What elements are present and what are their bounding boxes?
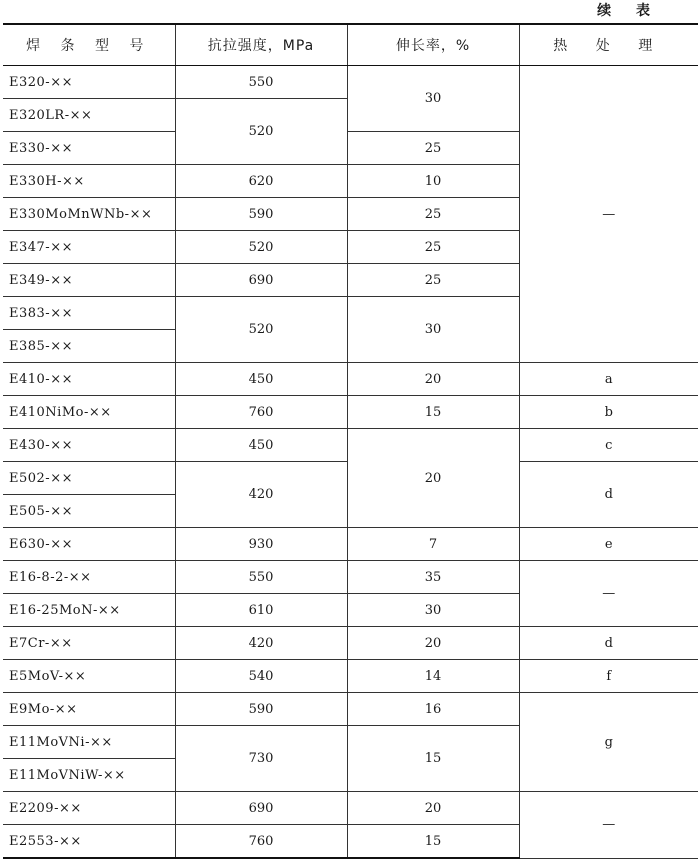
elongation-cell: 25 — [347, 132, 519, 165]
heat-treatment-cell: b — [519, 396, 698, 429]
tensile-cell: 760 — [175, 825, 347, 859]
model-cell: E410NiMo-×× — [3, 396, 175, 429]
model-cell: E330H-×× — [3, 165, 175, 198]
tensile-cell: 590 — [175, 693, 347, 726]
tensile-cell: 450 — [175, 429, 347, 462]
heat-treatment-cell: a — [519, 363, 698, 396]
model-cell: E347-×× — [3, 231, 175, 264]
table-row — [3, 429, 698, 462]
heat-treatment-cell: d — [519, 462, 698, 528]
header-tensile-strength: 抗拉强度，MPa — [175, 24, 347, 66]
model-cell: E385-×× — [3, 330, 175, 363]
model-cell: E5MoV-×× — [3, 660, 175, 693]
table-row — [3, 66, 698, 99]
header-elongation: 伸长率，% — [347, 24, 519, 66]
tensile-cell: 590 — [175, 198, 347, 231]
heat-treatment-cell: d — [519, 627, 698, 660]
elongation-cell: 10 — [347, 165, 519, 198]
elongation-cell: 25 — [347, 198, 519, 231]
elongation-cell: 15 — [347, 825, 519, 859]
model-cell: E320LR-×× — [3, 99, 175, 132]
table-row — [3, 627, 698, 660]
model-cell: E2209-×× — [3, 792, 175, 825]
tensile-cell: 610 — [175, 594, 347, 627]
model-cell: E502-×× — [3, 462, 175, 495]
tensile-cell: 420 — [175, 462, 347, 528]
heat-treatment-cell: — — [519, 66, 698, 363]
heat-treatment-cell: f — [519, 660, 698, 693]
model-cell: E16-8-2-×× — [3, 561, 175, 594]
table-row — [3, 660, 698, 693]
tensile-cell: 620 — [175, 165, 347, 198]
heat-treatment-cell: g — [519, 693, 698, 792]
tensile-cell: 760 — [175, 396, 347, 429]
heat-treatment-cell: — — [519, 561, 698, 627]
elongation-cell: 30 — [347, 66, 519, 132]
elongation-cell: 16 — [347, 693, 519, 726]
tensile-cell: 520 — [175, 99, 347, 165]
tensile-cell: 550 — [175, 66, 347, 99]
elongation-cell: 14 — [347, 660, 519, 693]
model-cell: E383-×× — [3, 297, 175, 330]
heat-treatment-cell: e — [519, 528, 698, 561]
continued-table-label: 续 表 — [597, 3, 660, 19]
tensile-cell: 930 — [175, 528, 347, 561]
elongation-cell: 15 — [347, 726, 519, 792]
tensile-cell: 520 — [175, 231, 347, 264]
elongation-cell: 7 — [347, 528, 519, 561]
elongation-cell: 30 — [347, 594, 519, 627]
elongation-cell: 20 — [347, 627, 519, 660]
model-cell: E9Mo-×× — [3, 693, 175, 726]
model-cell: E430-×× — [3, 429, 175, 462]
model-cell: E349-×× — [3, 264, 175, 297]
heat-treatment-cell: c — [519, 429, 698, 462]
table-row — [3, 528, 698, 561]
elongation-cell: 20 — [347, 363, 519, 396]
header-heat-treatment: 热 处 理 — [519, 24, 698, 66]
elongation-cell: 30 — [347, 297, 519, 363]
table-row — [3, 693, 698, 726]
table-header-row — [3, 24, 698, 66]
tensile-cell: 420 — [175, 627, 347, 660]
elongation-cell: 15 — [347, 396, 519, 429]
tensile-cell: 520 — [175, 297, 347, 363]
model-cell: E320-×× — [3, 66, 175, 99]
model-cell: E505-×× — [3, 495, 175, 528]
elongation-cell: 35 — [347, 561, 519, 594]
elongation-cell: 20 — [347, 792, 519, 825]
model-cell: E2553-×× — [3, 825, 175, 859]
header-electrode-model: 焊 条 型 号 — [3, 24, 175, 66]
model-cell: E410-×× — [3, 363, 175, 396]
tensile-cell: 690 — [175, 264, 347, 297]
model-cell: E11MoVNi-×× — [3, 726, 175, 759]
table-row — [3, 792, 698, 825]
tensile-cell: 550 — [175, 561, 347, 594]
elongation-cell: 25 — [347, 231, 519, 264]
model-cell: E16-25MoN-×× — [3, 594, 175, 627]
model-cell: E630-×× — [3, 528, 175, 561]
tensile-cell: 690 — [175, 792, 347, 825]
elongation-cell: 20 — [347, 429, 519, 528]
model-cell: E330-×× — [3, 132, 175, 165]
table-row — [3, 561, 698, 594]
model-cell: E11MoVNiW-×× — [3, 759, 175, 792]
table-row — [3, 396, 698, 429]
tensile-cell: 540 — [175, 660, 347, 693]
elongation-cell: 25 — [347, 264, 519, 297]
model-cell: E330MoMnWNb-×× — [3, 198, 175, 231]
tensile-cell: 450 — [175, 363, 347, 396]
tensile-cell: 730 — [175, 726, 347, 792]
heat-treatment-cell: — — [519, 792, 698, 859]
model-cell: E7Cr-×× — [3, 627, 175, 660]
table-row — [3, 363, 698, 396]
electrode-properties-table — [3, 23, 698, 859]
